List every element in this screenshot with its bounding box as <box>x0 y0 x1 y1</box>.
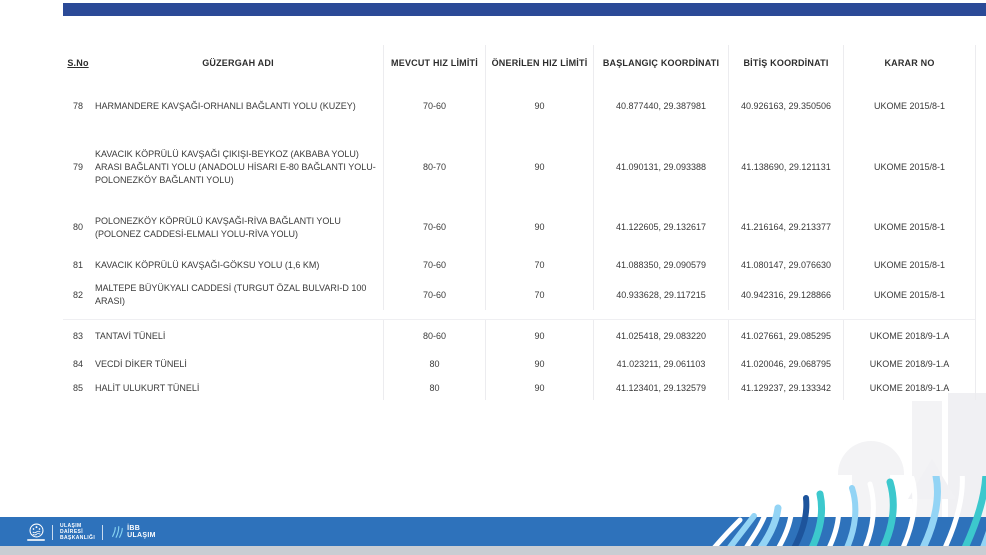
table-cell-end: 41.129237, 29.133342 <box>728 376 843 400</box>
table-cell-start: 41.088350, 29.090579 <box>593 250 728 280</box>
table-cell-current: 80 <box>383 376 485 400</box>
table-cell-start: 41.023211, 29.061103 <box>593 353 728 376</box>
table-cell-start: 40.877440, 29.387981 <box>593 82 728 130</box>
table-cell-current: 70-60 <box>383 280 485 310</box>
ibb-ulasim-logo <box>110 525 156 539</box>
watermark-building <box>948 393 986 517</box>
table-row-78 <box>63 82 975 130</box>
watermark-building <box>912 401 942 517</box>
table-cell-end: 41.080147, 29.076630 <box>728 250 843 280</box>
table-cell-proposed: 90 <box>485 376 593 400</box>
table-cell-route: HALİT ULUKURT TÜNELİ <box>95 382 200 393</box>
table-cell-route: VECDİ DİKER TÜNELİ <box>95 359 187 369</box>
speed-limit-table <box>63 45 976 400</box>
table-cell-proposed: 90 <box>485 353 593 376</box>
ibb-municipality-logo-icon <box>27 523 45 541</box>
table-cell-route: TANTAVİ TÜNELİ <box>95 331 166 341</box>
table-row-85 <box>63 376 975 400</box>
table-cell-end: 41.138690, 29.121131 <box>728 130 843 205</box>
table-cell-current: 70-60 <box>383 205 485 250</box>
table-cell-start: 40.933628, 29.117215 <box>593 280 728 310</box>
table-cell-decision: UKOME 2018/9-1.A <box>843 353 975 376</box>
table-row-82 <box>63 280 975 310</box>
table-cell-end: 40.942316, 29.128866 <box>728 280 843 310</box>
table-cell-decision: UKOME 2018/9-1.A <box>843 376 975 400</box>
column-header-proposed: ÖNERİLEN HIZ LİMİTİ <box>485 45 593 82</box>
table-cell-decision: UKOME 2015/8-1 <box>843 205 975 250</box>
table-cell-start: 41.090131, 29.093388 <box>593 130 728 205</box>
table-row-84 <box>63 353 975 376</box>
table-cell-end: 41.216164, 29.213377 <box>728 205 843 250</box>
table-cell-proposed: 70 <box>485 280 593 310</box>
table-cell-sno: 78 <box>72 100 83 111</box>
table-cell-current: 80-60 <box>383 320 485 353</box>
table-cell-start: 41.123401, 29.132579 <box>593 376 728 400</box>
table-cell-current: 70-60 <box>383 250 485 280</box>
table-cell-decision: UKOME 2015/8-1 <box>843 250 975 280</box>
table-cell-proposed: 90 <box>485 320 593 353</box>
footer-divider <box>102 525 103 540</box>
table-cell-end: 40.926163, 29.350506 <box>728 82 843 130</box>
column-header-end: BİTİŞ KOORDİNATI <box>728 45 843 82</box>
footer-logos <box>27 521 156 543</box>
table-cell-start: 41.122605, 29.132617 <box>593 205 728 250</box>
table-cell-sno: 84 <box>72 359 83 369</box>
table-cell-decision: UKOME 2015/8-1 <box>843 82 975 130</box>
table-cell-proposed: 70 <box>485 250 593 280</box>
footer-divider <box>52 525 53 540</box>
table-cell-end: 41.020046, 29.068795 <box>728 353 843 376</box>
column-header-decision: KARAR NO <box>843 45 975 82</box>
table-cell-current: 80 <box>383 353 485 376</box>
column-header-sno: S.No <box>67 58 89 68</box>
speed-table-body <box>63 82 975 400</box>
fingerprint-icon <box>110 525 124 539</box>
table-cell-decision: UKOME 2015/8-1 <box>843 280 975 310</box>
table-cell-route: KAVACIK KÖPRÜLÜ KAVŞAĞI ÇIKIŞI-BEYKOZ (AKBABA YOLU) ARASI BAĞLANTI YOLU (ANADOLU HİSARI E-80 BAĞLANTI YOLU-POLONEZKÖY BAĞLANTI YOLU) <box>95 149 376 185</box>
table-cell-route: HARMANDERE KAVŞAĞI-ORHANLI BAĞLANTI YOLU (KUZEY) <box>95 100 356 111</box>
table-header-row <box>63 45 975 82</box>
column-header-start: BAŞLANGIÇ KOORDİNATI <box>593 45 728 82</box>
table-row-81 <box>63 250 975 280</box>
column-header-current: MEVCUT HIZ LİMİTİ <box>383 45 485 82</box>
watermark-building <box>852 475 890 517</box>
table-row-79 <box>63 130 975 205</box>
table-cell-sno: 83 <box>72 331 83 341</box>
table-row-83 <box>63 319 975 353</box>
table-row-80 <box>63 205 975 250</box>
table-cell-current: 70-60 <box>383 82 485 130</box>
table-cell-proposed: 90 <box>485 82 593 130</box>
table-cell-sno: 82 <box>72 289 83 300</box>
table-cell-start: 41.025418, 29.083220 <box>593 320 728 353</box>
table-cell-end: 41.027661, 29.085295 <box>728 320 843 353</box>
table-cell-decision: UKOME 2018/9-1.A <box>843 320 975 353</box>
bottom-edge-strip <box>0 546 986 555</box>
table-cell-route: KAVACIK KÖPRÜLÜ KAVŞAĞI-GÖKSU YOLU (1,6 KM) <box>95 259 320 270</box>
column-header-route: GÜZERGAH ADI <box>202 58 274 68</box>
watermark-roof <box>908 459 956 499</box>
watermark-dome <box>838 441 904 475</box>
logo-caption-mark <box>27 539 45 541</box>
table-cell-route: POLONEZKÖY KÖPRÜLÜ KAVŞAĞI-RİVA BAĞLANTI YOLU (POLONEZ CADDESİ-ELMALI YOLU-RİVA YOLU) <box>95 215 341 239</box>
skyline-watermark <box>816 393 986 517</box>
table-cell-proposed: 90 <box>485 205 593 250</box>
table-cell-proposed: 90 <box>485 130 593 205</box>
table-cell-sno: 85 <box>72 382 83 393</box>
table-cell-route: MALTEPE BÜYÜKYALI CADDESİ (TURGUT ÖZAL BULVARI-D 100 ARASI) <box>95 283 367 306</box>
table-cell-sno: 81 <box>72 259 83 270</box>
table-cell-sno: 80 <box>72 222 83 232</box>
table-cell-current: 80-70 <box>383 130 485 205</box>
department-label: ULAŞIM DAİRESİ BAŞKANLIĞI <box>60 523 96 541</box>
top-accent-bar <box>63 3 986 16</box>
table-cell-sno: 79 <box>72 162 83 172</box>
brand-label: İBB ULAŞIM <box>127 525 156 539</box>
table-cell-decision: UKOME 2015/8-1 <box>843 130 975 205</box>
